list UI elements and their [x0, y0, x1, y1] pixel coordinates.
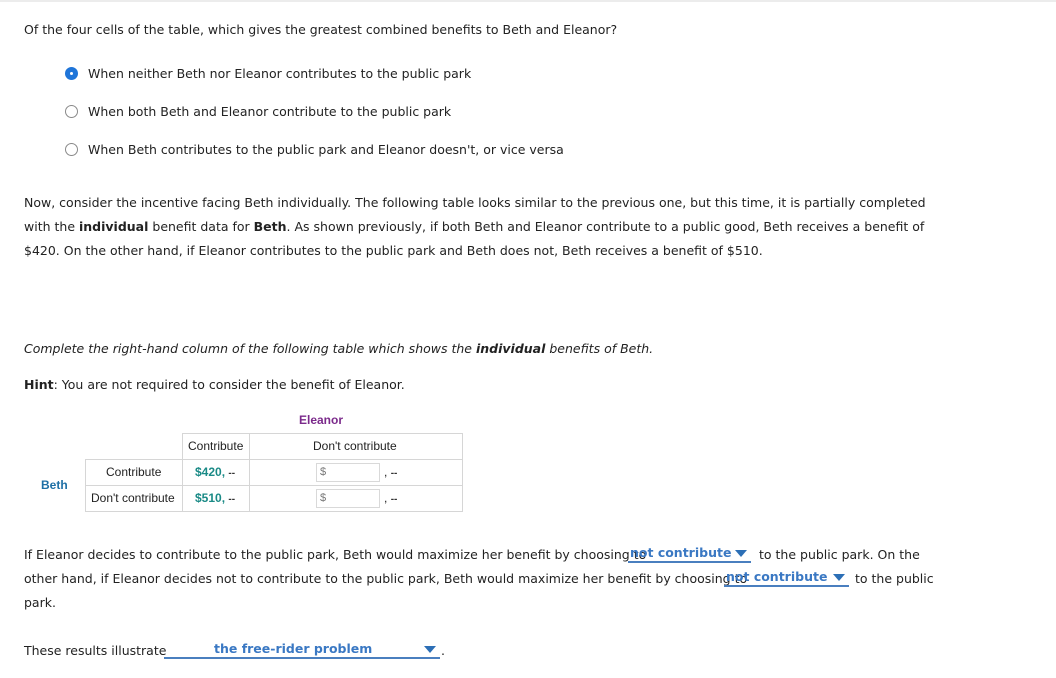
results-dropdown[interactable]: [164, 641, 440, 659]
sentence-line-2-post: to the public: [855, 571, 934, 586]
dropdown-value: the free-rider problem: [214, 641, 373, 656]
row-header-dont-contribute: Don't contribute: [91, 491, 175, 505]
option-label: When neither Beth nor Eleanor contributes to the public park: [88, 66, 472, 81]
hint-text: Hint: You are not required to consider the benefit of Eleanor.: [24, 377, 405, 392]
sentence-line-3: park.: [24, 595, 56, 610]
radio-button[interactable]: [65, 143, 78, 156]
results-sentence-period: .: [441, 643, 445, 658]
radio-button[interactable]: [65, 67, 78, 80]
dropdown-value: not contribute: [726, 569, 828, 584]
context-paragraph: Now, consider the incentive facing Beth individually. The following table looks similar to the previous one, but this time, it is partially completed with the individual benefit data for Beth. As shown previously, if both Beth and Eleanor contribute to a public good, Beth receives a benefit of $420. On the other hand, if Eleanor contributes to the public park and Beth does not, Beth receives a benefit of $510.: [24, 195, 926, 258]
option-neither[interactable]: [65, 66, 471, 81]
column-player-label: Eleanor: [299, 413, 344, 427]
option-label: When Beth contributes to the public park and Eleanor doesn't, or vice versa: [88, 142, 564, 157]
instruction-text: Complete the right-hand column of the following table which shows the individual benefits of Beth.: [24, 341, 654, 356]
beth-benefit-input-2[interactable]: $: [316, 489, 380, 508]
chevron-down-icon: [833, 574, 845, 581]
chevron-down-icon: [735, 550, 747, 557]
beth-choice-dropdown-2[interactable]: [724, 569, 849, 587]
sentence-line-1-pre: If Eleanor decides to contribute to the public park, Beth would maximize her benefit by choosing to: [24, 547, 647, 562]
sentence-line-2-pre: other hand, if Eleanor decides not to contribute to the public park, Beth would maximize her benefit by choosing to: [24, 571, 748, 586]
option-label: When both Beth and Eleanor contribute to the public park: [88, 104, 452, 119]
payoff-cell: $420, --: [195, 465, 236, 479]
beth-choice-dropdown-1[interactable]: [628, 545, 751, 563]
payoff-cell: $510, --: [195, 491, 236, 505]
radio-button[interactable]: [65, 105, 78, 118]
row-header-contribute: Contribute: [106, 465, 162, 479]
row-player-label: Beth: [41, 478, 68, 492]
top-divider: [0, 0, 1056, 2]
chevron-down-icon: [424, 646, 436, 653]
input-separator: , --: [384, 491, 398, 505]
col-header-dont-contribute: Don't contribute: [313, 439, 397, 453]
option-both[interactable]: [65, 104, 451, 119]
col-header-contribute: Contribute: [188, 439, 244, 453]
beth-benefit-input-1[interactable]: $: [316, 463, 380, 482]
results-sentence-pre: These results illustrate: [24, 643, 167, 658]
sentence-line-1-post: to the public park. On the: [759, 547, 920, 562]
input-separator: , --: [384, 465, 398, 479]
option-one-contributes[interactable]: [65, 142, 564, 157]
question-text: Of the four cells of the table, which gives the greatest combined benefits to Beth and Eleanor?: [24, 22, 618, 37]
dropdown-value: not contribute: [630, 545, 732, 560]
